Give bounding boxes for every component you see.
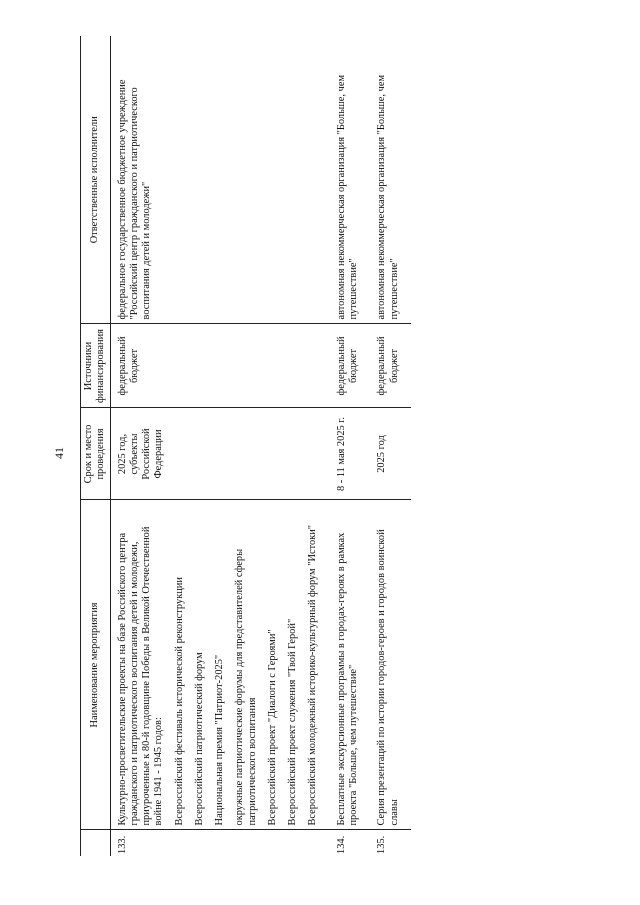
subitem: окружные патриотические форумы для представителей сферы патриотического воспитания xyxy=(234,548,258,826)
events-table xyxy=(80,36,411,856)
row-date: 2025 год xyxy=(370,408,411,500)
row-number: 133. xyxy=(116,835,128,854)
row-source: федеральный бюджет xyxy=(370,324,411,408)
header-date: Срок и место проведения xyxy=(81,408,111,500)
row-name: Бесплатные экскурсионные программы в городах-героях в рамках проекта "Больше, чем путешествие" xyxy=(330,500,371,830)
row-name: Культурно-просветительские проекты на базе Российского центра гражданского и патриотического воспитания детей и молодежи, приуроченные к 80-й годовщине Победы в Великой Отечественной войне 1941 - 1945 годов: xyxy=(116,526,165,826)
subitem: Всероссийский патриотический форум xyxy=(193,652,205,826)
row-responsible: автономная некоммерческая организация "Больше, чем путешествие" xyxy=(370,36,411,324)
row-number: 135. xyxy=(376,835,388,854)
row-number: 134. xyxy=(335,835,347,854)
row-responsible: автономная некоммерческая организация "Больше, чем путешествие" xyxy=(330,36,371,324)
subitem: Всероссийский молодежный историко-культурный форум "Истоки" xyxy=(307,524,319,826)
page-number: 41 xyxy=(52,447,66,459)
row-source: федеральный бюджет xyxy=(110,324,330,408)
row-responsible: федеральное государственное бюджетное учреждение "Российский центр гражданского и патриотического воспитания детей и молодежи" xyxy=(110,36,330,324)
header-responsible: Ответственные исполнители xyxy=(81,36,111,324)
row-name: Серия презентаций по истории городов-героев и городов воинской славы xyxy=(370,500,411,830)
table-row xyxy=(330,36,371,856)
subitem: Национальная премия "Патриот-2025" xyxy=(214,654,226,826)
header-num xyxy=(81,830,111,856)
rotated-table-container xyxy=(80,36,605,856)
header-name: Наименование мероприятия xyxy=(81,500,111,830)
header-source: Источники финансирования xyxy=(81,324,111,408)
subitem: Всероссийский проект "Диалоги с Героями" xyxy=(266,629,278,826)
subitem: Всероссийский фестиваль исторической реконструкции xyxy=(173,577,185,826)
table-row xyxy=(110,36,330,856)
table-header-row xyxy=(81,36,111,856)
row-name-cell xyxy=(110,500,330,830)
row-date: 2025 год, субъекты Российской Федерации xyxy=(110,408,330,500)
table-row xyxy=(370,36,411,856)
row-date: 8 - 11 мая 2025 г. xyxy=(330,408,371,500)
row-source: федеральный бюджет xyxy=(330,324,371,408)
subitem: Всероссийский проект служения "Твой Герой" xyxy=(287,618,299,826)
